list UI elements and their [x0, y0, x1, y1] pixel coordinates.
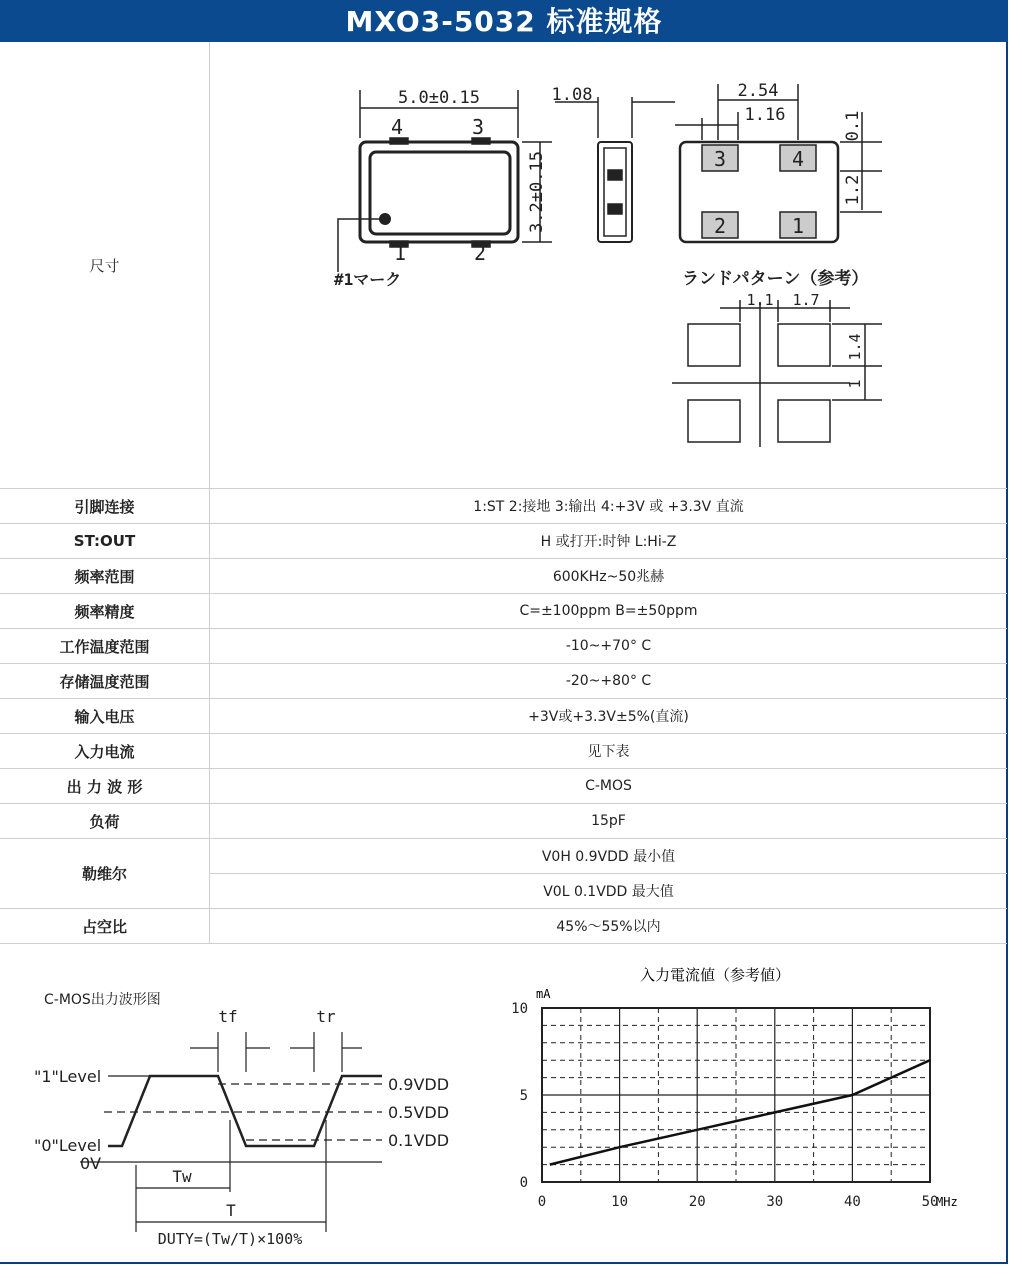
waveform-title: C-MOS出力波形图	[44, 992, 161, 1008]
level1-label: "1"Level	[34, 1067, 102, 1086]
pin-label: 3	[471, 115, 485, 139]
current-chart	[490, 960, 990, 1260]
spec-value: V0H 0.9VDD 最小值	[210, 839, 1008, 874]
pin-label: 1	[393, 241, 407, 265]
spec-label: 引脚连接	[0, 489, 210, 524]
t-label: T	[226, 1201, 236, 1220]
spec-label: 负荷	[0, 804, 210, 839]
spec-value: -10~+70° C	[210, 629, 1008, 664]
duty-label: DUTY=(Tw/T)×100%	[157, 1230, 303, 1248]
chart-ylabel: mA	[536, 987, 551, 1001]
pin-label: 4	[390, 115, 404, 139]
spec-value: +3V或+3.3V±5%(直流)	[210, 699, 1008, 734]
y-tick-label: 10	[511, 1001, 528, 1017]
spec-value: C-MOS	[210, 769, 1008, 804]
waveform-line	[108, 1076, 382, 1146]
spec-label: 工作温度范围	[0, 629, 210, 664]
pad-pitch-label: 2.54	[737, 81, 779, 101]
x-tick-label: 50	[921, 1194, 939, 1210]
spec-label: ST:OUT	[0, 524, 210, 559]
pad-gap-label: 0.1	[843, 110, 863, 142]
pad-height-label: 1.2	[843, 174, 863, 206]
spec-label: 频率范围	[0, 559, 210, 594]
land-w2-label: 1.7	[792, 291, 820, 309]
y-tick-label: 5	[519, 1088, 528, 1104]
thickness-dim-label: 1.08	[551, 85, 593, 105]
pad-label: 4	[791, 147, 805, 171]
spec-value: C=±100ppm B=±50ppm	[210, 594, 1008, 629]
spec-value: 15pF	[210, 804, 1008, 839]
v01-label: 0.1VDD	[388, 1131, 450, 1150]
x-tick-label: 40	[843, 1194, 861, 1210]
spec-value: V0L 0.1VDD 最大值	[210, 874, 1008, 909]
package-top-view	[360, 142, 518, 242]
spec-label: 入力电流	[0, 734, 210, 769]
pad-label: 2	[713, 214, 727, 238]
dimension-drawing	[210, 42, 1006, 488]
width-dim-label: 5.0±0.15	[398, 88, 480, 108]
spec-label: 频率精度	[0, 594, 210, 629]
spec-value: 1:ST 2:接地 3:输出 4:+3V 或 +3.3V 直流	[210, 489, 1008, 524]
land-pad	[688, 324, 740, 366]
height-dim-label: 3.2±0.15	[527, 151, 547, 233]
spec-label: 存储温度范围	[0, 664, 210, 699]
spec-value: -20~+80° C	[210, 664, 1008, 699]
spec-label: 占空比	[0, 909, 210, 944]
chart-xlabel: MHz	[936, 1195, 958, 1209]
chart-title: 入力電流値（参考値）	[639, 966, 791, 984]
x-tick-label: 30	[766, 1194, 784, 1210]
x-tick-label: 10	[611, 1194, 629, 1210]
spec-label: 输入电压	[0, 699, 210, 734]
x-tick-label: 0	[537, 1194, 547, 1210]
spec-value: 600KHz~50兆赫	[210, 559, 1008, 594]
pad-label: 1	[791, 214, 805, 238]
v05-label: 0.5VDD	[388, 1103, 450, 1122]
dimensions-label: 尺寸	[0, 42, 210, 489]
land-h2-label: 1	[846, 379, 864, 389]
pin1-mark-label: #1マーク	[334, 270, 402, 289]
pad-label: 3	[713, 147, 727, 171]
dimensions-cell	[210, 42, 1008, 489]
package-side-view	[598, 142, 632, 242]
spec-table	[0, 42, 1007, 944]
level0-label: "0"Level	[34, 1136, 102, 1155]
land-h1-label: 1.4	[846, 333, 864, 361]
tr-label: tr	[316, 1007, 336, 1026]
spec-value: 见下表	[210, 734, 1008, 769]
spec-value: H 或打开:时钟 L:Hi-Z	[210, 524, 1008, 559]
spec-value: 45%～55%以内	[210, 909, 1008, 944]
tw-label: Tw	[172, 1167, 192, 1186]
land-w1-label: 1.1	[746, 291, 774, 309]
waveform-diagram	[0, 960, 480, 1260]
land-pattern-title: ランドパターン（参考）	[682, 269, 869, 289]
spec-label: 出 力 波 形	[0, 769, 210, 804]
tf-label: tf	[218, 1007, 238, 1026]
page-title: MXO3-5032 标准规格	[0, 0, 1008, 42]
x-tick-label: 20	[688, 1194, 706, 1210]
zero-v-label: 0V	[80, 1154, 102, 1173]
v09-label: 0.9VDD	[388, 1075, 450, 1094]
spec-label: 勒维尔	[0, 839, 210, 909]
y-tick-label: 0	[519, 1175, 528, 1191]
pad-width-label: 1.16	[744, 105, 786, 125]
pin-label: 2	[473, 241, 487, 265]
